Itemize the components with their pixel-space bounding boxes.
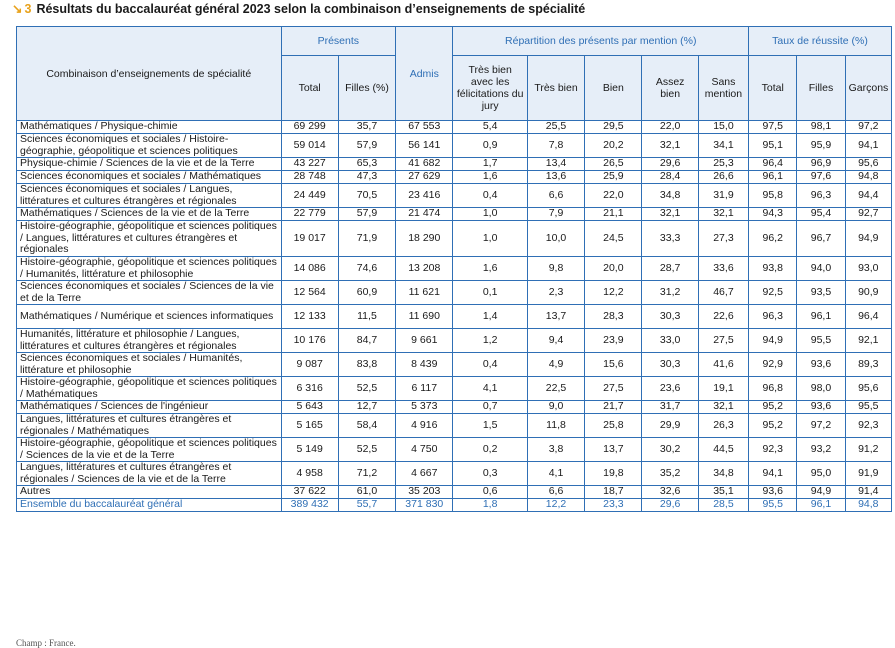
cell-sans-mention: 32,1 bbox=[698, 208, 748, 221]
cell-tres-bien: 7,9 bbox=[527, 208, 584, 221]
header-taux-garcons: Garçons bbox=[845, 56, 891, 121]
cell-taux-garcons: 91,9 bbox=[845, 462, 891, 486]
cell-sans-mention: 31,9 bbox=[698, 184, 748, 208]
cell-taux-total: 96,1 bbox=[749, 171, 797, 184]
cell-taux-filles: 97,2 bbox=[797, 414, 845, 438]
cell-filles-pct: 74,6 bbox=[338, 257, 395, 281]
cell-taux-filles: 97,6 bbox=[797, 171, 845, 184]
cell-assez-bien: 32,1 bbox=[642, 134, 698, 158]
cell-taux-garcons: 89,3 bbox=[845, 353, 891, 377]
cell-presents-total: 4 958 bbox=[281, 462, 338, 486]
cell-tres-bien-felicitations: 0,4 bbox=[453, 184, 527, 208]
table-row bbox=[17, 377, 892, 401]
table-row bbox=[17, 208, 892, 221]
header-tres-bien-felicitations: Très bien avec les félicitations du jury bbox=[453, 56, 527, 121]
cell-taux-total: 96,8 bbox=[749, 377, 797, 401]
cell-taux-garcons: 96,4 bbox=[845, 305, 891, 329]
cell-tres-bien: 4,9 bbox=[527, 353, 584, 377]
table-row bbox=[17, 121, 892, 134]
table-row bbox=[17, 221, 892, 257]
cell-tres-bien-felicitations: 1,6 bbox=[453, 171, 527, 184]
cell-sans-mention: 34,1 bbox=[698, 134, 748, 158]
cell-admis: 27 629 bbox=[396, 171, 453, 184]
cell-tres-bien: 9,8 bbox=[527, 257, 584, 281]
cell-taux-garcons: 95,6 bbox=[845, 158, 891, 171]
header-taux-total: Total bbox=[749, 56, 797, 121]
cell-filles-pct: 61,0 bbox=[338, 486, 395, 499]
row-label: Histoire-géographie, géopolitique et sciences politiques / Langues, littératures et cultures étrangères et régionales bbox=[17, 221, 282, 257]
cell-filles-pct: 35,7 bbox=[338, 121, 395, 134]
cell-bien: 24,5 bbox=[585, 221, 642, 257]
cell-taux-filles: 95,4 bbox=[797, 208, 845, 221]
cell-presents-total: 28 748 bbox=[281, 171, 338, 184]
cell-bien: 22,0 bbox=[585, 184, 642, 208]
cell-tres-bien: 9,4 bbox=[527, 329, 584, 353]
table-row bbox=[17, 486, 892, 499]
cell-presents-total: 9 087 bbox=[281, 353, 338, 377]
cell-bien: 27,5 bbox=[585, 377, 642, 401]
cell-assez-bien: 31,2 bbox=[642, 281, 698, 305]
cell-admis: 11 690 bbox=[396, 305, 453, 329]
cell-taux-total: 95,2 bbox=[749, 401, 797, 414]
cell-admis: 67 553 bbox=[396, 121, 453, 134]
cell-bien: 23,9 bbox=[585, 329, 642, 353]
cell-taux-garcons: 90,9 bbox=[845, 281, 891, 305]
cell-tres-bien: 13,6 bbox=[527, 171, 584, 184]
header-bien: Bien bbox=[585, 56, 642, 121]
cell-assez-bien: 32,6 bbox=[642, 486, 698, 499]
cell-taux-filles: 93,5 bbox=[797, 281, 845, 305]
cell-taux-filles: 94,9 bbox=[797, 486, 845, 499]
cell-taux-filles: 93,6 bbox=[797, 401, 845, 414]
cell-taux-filles: 93,6 bbox=[797, 353, 845, 377]
cell-presents-total: 59 014 bbox=[281, 134, 338, 158]
header-sans-mention: Sans mention bbox=[698, 56, 748, 121]
cell-presents-total: 5 149 bbox=[281, 438, 338, 462]
cell-filles-pct: 83,8 bbox=[338, 353, 395, 377]
cell-filles-pct: 71,9 bbox=[338, 221, 395, 257]
cell-taux-total: 96,4 bbox=[749, 158, 797, 171]
total-row bbox=[17, 499, 892, 512]
cell-tres-bien: 12,2 bbox=[527, 499, 584, 512]
cell-taux-total: 92,5 bbox=[749, 281, 797, 305]
cell-tres-bien-felicitations: 1,5 bbox=[453, 414, 527, 438]
header-filles-pct: Filles (%) bbox=[338, 56, 395, 121]
cell-tres-bien: 25,5 bbox=[527, 121, 584, 134]
cell-filles-pct: 58,4 bbox=[338, 414, 395, 438]
cell-taux-garcons: 93,0 bbox=[845, 257, 891, 281]
table-body bbox=[17, 121, 892, 512]
cell-taux-total: 93,8 bbox=[749, 257, 797, 281]
cell-taux-total: 92,3 bbox=[749, 438, 797, 462]
table-row bbox=[17, 134, 892, 158]
cell-sans-mention: 46,7 bbox=[698, 281, 748, 305]
row-label: Histoire-géographie, géopolitique et sciences politiques / Mathématiques bbox=[17, 377, 282, 401]
cell-sans-mention: 27,5 bbox=[698, 329, 748, 353]
row-label: Mathématiques / Physique-chimie bbox=[17, 121, 282, 134]
arrow-icon: ↘ bbox=[12, 2, 23, 16]
cell-bien: 20,2 bbox=[585, 134, 642, 158]
table-row bbox=[17, 184, 892, 208]
cell-taux-filles: 95,0 bbox=[797, 462, 845, 486]
table-row bbox=[17, 353, 892, 377]
row-label: Sciences économiques et sociales / Sciences de la vie et de la Terre bbox=[17, 281, 282, 305]
cell-taux-total: 97,5 bbox=[749, 121, 797, 134]
cell-taux-filles: 96,1 bbox=[797, 499, 845, 512]
cell-presents-total: 19 017 bbox=[281, 221, 338, 257]
table-title bbox=[12, 0, 585, 22]
cell-presents-total: 37 622 bbox=[281, 486, 338, 499]
row-label: Sciences économiques et sociales / Humanités, littérature et philosophie bbox=[17, 353, 282, 377]
row-label: Mathématiques / Sciences de la vie et de la Terre bbox=[17, 208, 282, 221]
table-row bbox=[17, 329, 892, 353]
cell-filles-pct: 65,3 bbox=[338, 158, 395, 171]
cell-bien: 26,5 bbox=[585, 158, 642, 171]
cell-tres-bien: 11,8 bbox=[527, 414, 584, 438]
cell-taux-garcons: 94,9 bbox=[845, 221, 891, 257]
header-taux-filles: Filles bbox=[797, 56, 845, 121]
cell-tres-bien-felicitations: 0,3 bbox=[453, 462, 527, 486]
cell-taux-garcons: 91,2 bbox=[845, 438, 891, 462]
cell-admis: 21 474 bbox=[396, 208, 453, 221]
cell-assez-bien: 28,4 bbox=[642, 171, 698, 184]
row-label: Histoire-géographie, géopolitique et sciences politiques / Sciences de la vie et de la Terre bbox=[17, 438, 282, 462]
cell-assez-bien: 31,7 bbox=[642, 401, 698, 414]
cell-presents-total: 14 086 bbox=[281, 257, 338, 281]
cell-tres-bien-felicitations: 0,6 bbox=[453, 486, 527, 499]
cell-bien: 21,7 bbox=[585, 401, 642, 414]
row-label: Langues, littératures et cultures étrangères et régionales / Sciences de la vie et de la Terre bbox=[17, 462, 282, 486]
row-label: Physique-chimie / Sciences de la vie et de la Terre bbox=[17, 158, 282, 171]
cell-filles-pct: 71,2 bbox=[338, 462, 395, 486]
cell-taux-garcons: 94,8 bbox=[845, 499, 891, 512]
cell-assez-bien: 33,0 bbox=[642, 329, 698, 353]
cell-admis: 56 141 bbox=[396, 134, 453, 158]
cell-taux-filles: 96,9 bbox=[797, 158, 845, 171]
cell-assez-bien: 23,6 bbox=[642, 377, 698, 401]
cell-tres-bien-felicitations: 1,6 bbox=[453, 257, 527, 281]
cell-taux-filles: 98,1 bbox=[797, 121, 845, 134]
cell-taux-total: 95,5 bbox=[749, 499, 797, 512]
row-label: Langues, littératures et cultures étrangères et régionales / Mathématiques bbox=[17, 414, 282, 438]
cell-tres-bien-felicitations: 0,9 bbox=[453, 134, 527, 158]
cell-taux-total: 94,3 bbox=[749, 208, 797, 221]
cell-presents-total: 43 227 bbox=[281, 158, 338, 171]
header-presents: Présents bbox=[281, 27, 396, 56]
cell-taux-filles: 96,7 bbox=[797, 221, 845, 257]
cell-taux-filles: 93,2 bbox=[797, 438, 845, 462]
table-row bbox=[17, 438, 892, 462]
cell-taux-total: 93,6 bbox=[749, 486, 797, 499]
cell-tres-bien-felicitations: 1,8 bbox=[453, 499, 527, 512]
cell-presents-total: 10 176 bbox=[281, 329, 338, 353]
table-number: 3 bbox=[24, 2, 32, 16]
cell-admis: 13 208 bbox=[396, 257, 453, 281]
cell-presents-total: 5 643 bbox=[281, 401, 338, 414]
cell-admis: 4 750 bbox=[396, 438, 453, 462]
cell-tres-bien: 10,0 bbox=[527, 221, 584, 257]
cell-assez-bien: 35,2 bbox=[642, 462, 698, 486]
cell-sans-mention: 32,1 bbox=[698, 401, 748, 414]
row-label: Humanités, littérature et philosophie / Langues, littératures et cultures étrangères et régionales bbox=[17, 329, 282, 353]
cell-taux-garcons: 92,7 bbox=[845, 208, 891, 221]
cell-sans-mention: 19,1 bbox=[698, 377, 748, 401]
header-assez-bien: Assez bien bbox=[642, 56, 698, 121]
cell-presents-total: 24 449 bbox=[281, 184, 338, 208]
table-row bbox=[17, 158, 892, 171]
cell-filles-pct: 60,9 bbox=[338, 281, 395, 305]
cell-admis: 11 621 bbox=[396, 281, 453, 305]
cell-bien: 25,9 bbox=[585, 171, 642, 184]
cell-taux-garcons: 95,5 bbox=[845, 401, 891, 414]
cell-assez-bien: 29,6 bbox=[642, 158, 698, 171]
cell-taux-garcons: 97,2 bbox=[845, 121, 891, 134]
cell-sans-mention: 28,5 bbox=[698, 499, 748, 512]
cell-assez-bien: 30,3 bbox=[642, 305, 698, 329]
table-title-text: Résultats du baccalauréat général 2023 selon la combinaison d’enseignements de spécialité bbox=[36, 2, 586, 16]
cell-assez-bien: 32,1 bbox=[642, 208, 698, 221]
cell-taux-garcons: 94,4 bbox=[845, 184, 891, 208]
table-header bbox=[17, 27, 892, 121]
cell-taux-total: 95,2 bbox=[749, 414, 797, 438]
cell-bien: 15,6 bbox=[585, 353, 642, 377]
cell-taux-garcons: 92,3 bbox=[845, 414, 891, 438]
cell-sans-mention: 25,3 bbox=[698, 158, 748, 171]
cell-taux-total: 94,1 bbox=[749, 462, 797, 486]
cell-sans-mention: 27,3 bbox=[698, 221, 748, 257]
cell-tres-bien: 3,8 bbox=[527, 438, 584, 462]
cell-bien: 23,3 bbox=[585, 499, 642, 512]
cell-tres-bien: 2,3 bbox=[527, 281, 584, 305]
cell-tres-bien-felicitations: 0,4 bbox=[453, 353, 527, 377]
cell-taux-garcons: 94,1 bbox=[845, 134, 891, 158]
header-admis: Admis bbox=[396, 27, 453, 121]
cell-taux-filles: 95,9 bbox=[797, 134, 845, 158]
cell-bien: 18,7 bbox=[585, 486, 642, 499]
cell-taux-total: 96,2 bbox=[749, 221, 797, 257]
cell-presents-total: 22 779 bbox=[281, 208, 338, 221]
row-label: Sciences économiques et sociales / Histoire-géographie, géopolitique et sciences politiques bbox=[17, 134, 282, 158]
cell-taux-garcons: 92,1 bbox=[845, 329, 891, 353]
cell-tres-bien-felicitations: 5,4 bbox=[453, 121, 527, 134]
cell-admis: 23 416 bbox=[396, 184, 453, 208]
cell-tres-bien-felicitations: 1,0 bbox=[453, 208, 527, 221]
cell-taux-total: 94,9 bbox=[749, 329, 797, 353]
cell-presents-total: 12 564 bbox=[281, 281, 338, 305]
cell-filles-pct: 47,3 bbox=[338, 171, 395, 184]
table-row bbox=[17, 305, 892, 329]
cell-taux-filles: 94,0 bbox=[797, 257, 845, 281]
table-row bbox=[17, 401, 892, 414]
cell-admis: 8 439 bbox=[396, 353, 453, 377]
cell-sans-mention: 35,1 bbox=[698, 486, 748, 499]
cell-filles-pct: 55,7 bbox=[338, 499, 395, 512]
cell-taux-filles: 96,1 bbox=[797, 305, 845, 329]
cell-sans-mention: 15,0 bbox=[698, 121, 748, 134]
cell-bien: 19,8 bbox=[585, 462, 642, 486]
cell-assez-bien: 29,9 bbox=[642, 414, 698, 438]
cell-bien: 20,0 bbox=[585, 257, 642, 281]
cell-admis: 5 373 bbox=[396, 401, 453, 414]
cell-bien: 12,2 bbox=[585, 281, 642, 305]
table-row bbox=[17, 414, 892, 438]
cell-taux-filles: 98,0 bbox=[797, 377, 845, 401]
cell-taux-filles: 96,3 bbox=[797, 184, 845, 208]
footnote: Champ : France. bbox=[16, 638, 76, 648]
cell-bien: 25,8 bbox=[585, 414, 642, 438]
cell-tres-bien-felicitations: 0,7 bbox=[453, 401, 527, 414]
cell-admis: 371 830 bbox=[396, 499, 453, 512]
table-row bbox=[17, 171, 892, 184]
cell-taux-total: 95,8 bbox=[749, 184, 797, 208]
cell-filles-pct: 57,9 bbox=[338, 134, 395, 158]
cell-admis: 4 916 bbox=[396, 414, 453, 438]
row-label: Mathématiques / Numérique et sciences informatiques bbox=[17, 305, 282, 329]
row-label: Sciences économiques et sociales / Langues, littératures et cultures étrangères et régionales bbox=[17, 184, 282, 208]
cell-admis: 6 117 bbox=[396, 377, 453, 401]
cell-filles-pct: 52,5 bbox=[338, 438, 395, 462]
cell-admis: 35 203 bbox=[396, 486, 453, 499]
cell-assez-bien: 34,8 bbox=[642, 184, 698, 208]
cell-tres-bien: 6,6 bbox=[527, 486, 584, 499]
header-taux: Taux de réussite (%) bbox=[749, 27, 892, 56]
cell-taux-total: 95,1 bbox=[749, 134, 797, 158]
cell-assez-bien: 28,7 bbox=[642, 257, 698, 281]
cell-bien: 21,1 bbox=[585, 208, 642, 221]
cell-presents-total: 6 316 bbox=[281, 377, 338, 401]
cell-tres-bien: 9,0 bbox=[527, 401, 584, 414]
header-repartition: Répartition des présents par mention (%) bbox=[453, 27, 749, 56]
cell-tres-bien: 7,8 bbox=[527, 134, 584, 158]
cell-tres-bien-felicitations: 1,7 bbox=[453, 158, 527, 171]
cell-bien: 28,3 bbox=[585, 305, 642, 329]
cell-filles-pct: 84,7 bbox=[338, 329, 395, 353]
cell-taux-garcons: 95,6 bbox=[845, 377, 891, 401]
cell-sans-mention: 26,3 bbox=[698, 414, 748, 438]
cell-taux-total: 96,3 bbox=[749, 305, 797, 329]
cell-filles-pct: 70,5 bbox=[338, 184, 395, 208]
cell-tres-bien-felicitations: 1,4 bbox=[453, 305, 527, 329]
cell-admis: 18 290 bbox=[396, 221, 453, 257]
cell-presents-total: 69 299 bbox=[281, 121, 338, 134]
cell-taux-filles: 95,5 bbox=[797, 329, 845, 353]
cell-sans-mention: 26,6 bbox=[698, 171, 748, 184]
cell-presents-total: 12 133 bbox=[281, 305, 338, 329]
header-total: Total bbox=[281, 56, 338, 121]
cell-bien: 29,5 bbox=[585, 121, 642, 134]
row-label: Mathématiques / Sciences de l'ingénieur bbox=[17, 401, 282, 414]
results-table bbox=[16, 26, 892, 512]
table-row bbox=[17, 257, 892, 281]
cell-admis: 41 682 bbox=[396, 158, 453, 171]
cell-tres-bien: 4,1 bbox=[527, 462, 584, 486]
cell-taux-total: 92,9 bbox=[749, 353, 797, 377]
cell-sans-mention: 34,8 bbox=[698, 462, 748, 486]
cell-tres-bien: 6,6 bbox=[527, 184, 584, 208]
cell-taux-garcons: 94,8 bbox=[845, 171, 891, 184]
cell-sans-mention: 44,5 bbox=[698, 438, 748, 462]
header-tres-bien: Très bien bbox=[527, 56, 584, 121]
cell-assez-bien: 29,6 bbox=[642, 499, 698, 512]
cell-sans-mention: 33,6 bbox=[698, 257, 748, 281]
row-label: Sciences économiques et sociales / Mathématiques bbox=[17, 171, 282, 184]
cell-tres-bien: 13,7 bbox=[527, 305, 584, 329]
cell-sans-mention: 22,6 bbox=[698, 305, 748, 329]
cell-assez-bien: 22,0 bbox=[642, 121, 698, 134]
cell-admis: 9 661 bbox=[396, 329, 453, 353]
cell-sans-mention: 41,6 bbox=[698, 353, 748, 377]
cell-assez-bien: 33,3 bbox=[642, 221, 698, 257]
cell-tres-bien: 22,5 bbox=[527, 377, 584, 401]
cell-filles-pct: 52,5 bbox=[338, 377, 395, 401]
cell-presents-total: 5 165 bbox=[281, 414, 338, 438]
row-label: Histoire-géographie, géopolitique et sciences politiques / Humanités, littérature et philosophie bbox=[17, 257, 282, 281]
cell-bien: 13,7 bbox=[585, 438, 642, 462]
table-row bbox=[17, 281, 892, 305]
row-label: Autres bbox=[17, 486, 282, 499]
cell-admis: 4 667 bbox=[396, 462, 453, 486]
cell-tres-bien-felicitations: 4,1 bbox=[453, 377, 527, 401]
cell-assez-bien: 30,2 bbox=[642, 438, 698, 462]
cell-tres-bien-felicitations: 0,1 bbox=[453, 281, 527, 305]
cell-assez-bien: 30,3 bbox=[642, 353, 698, 377]
cell-tres-bien-felicitations: 1,0 bbox=[453, 221, 527, 257]
header-combination: Combinaison d’enseignements de spécialité bbox=[17, 27, 282, 121]
table-row bbox=[17, 462, 892, 486]
cell-tres-bien: 13,4 bbox=[527, 158, 584, 171]
cell-presents-total: 389 432 bbox=[281, 499, 338, 512]
cell-filles-pct: 12,7 bbox=[338, 401, 395, 414]
cell-tres-bien-felicitations: 0,2 bbox=[453, 438, 527, 462]
cell-tres-bien-felicitations: 1,2 bbox=[453, 329, 527, 353]
cell-filles-pct: 57,9 bbox=[338, 208, 395, 221]
cell-taux-garcons: 91,4 bbox=[845, 486, 891, 499]
row-label: Ensemble du baccalauréat général bbox=[17, 499, 282, 512]
cell-filles-pct: 11,5 bbox=[338, 305, 395, 329]
